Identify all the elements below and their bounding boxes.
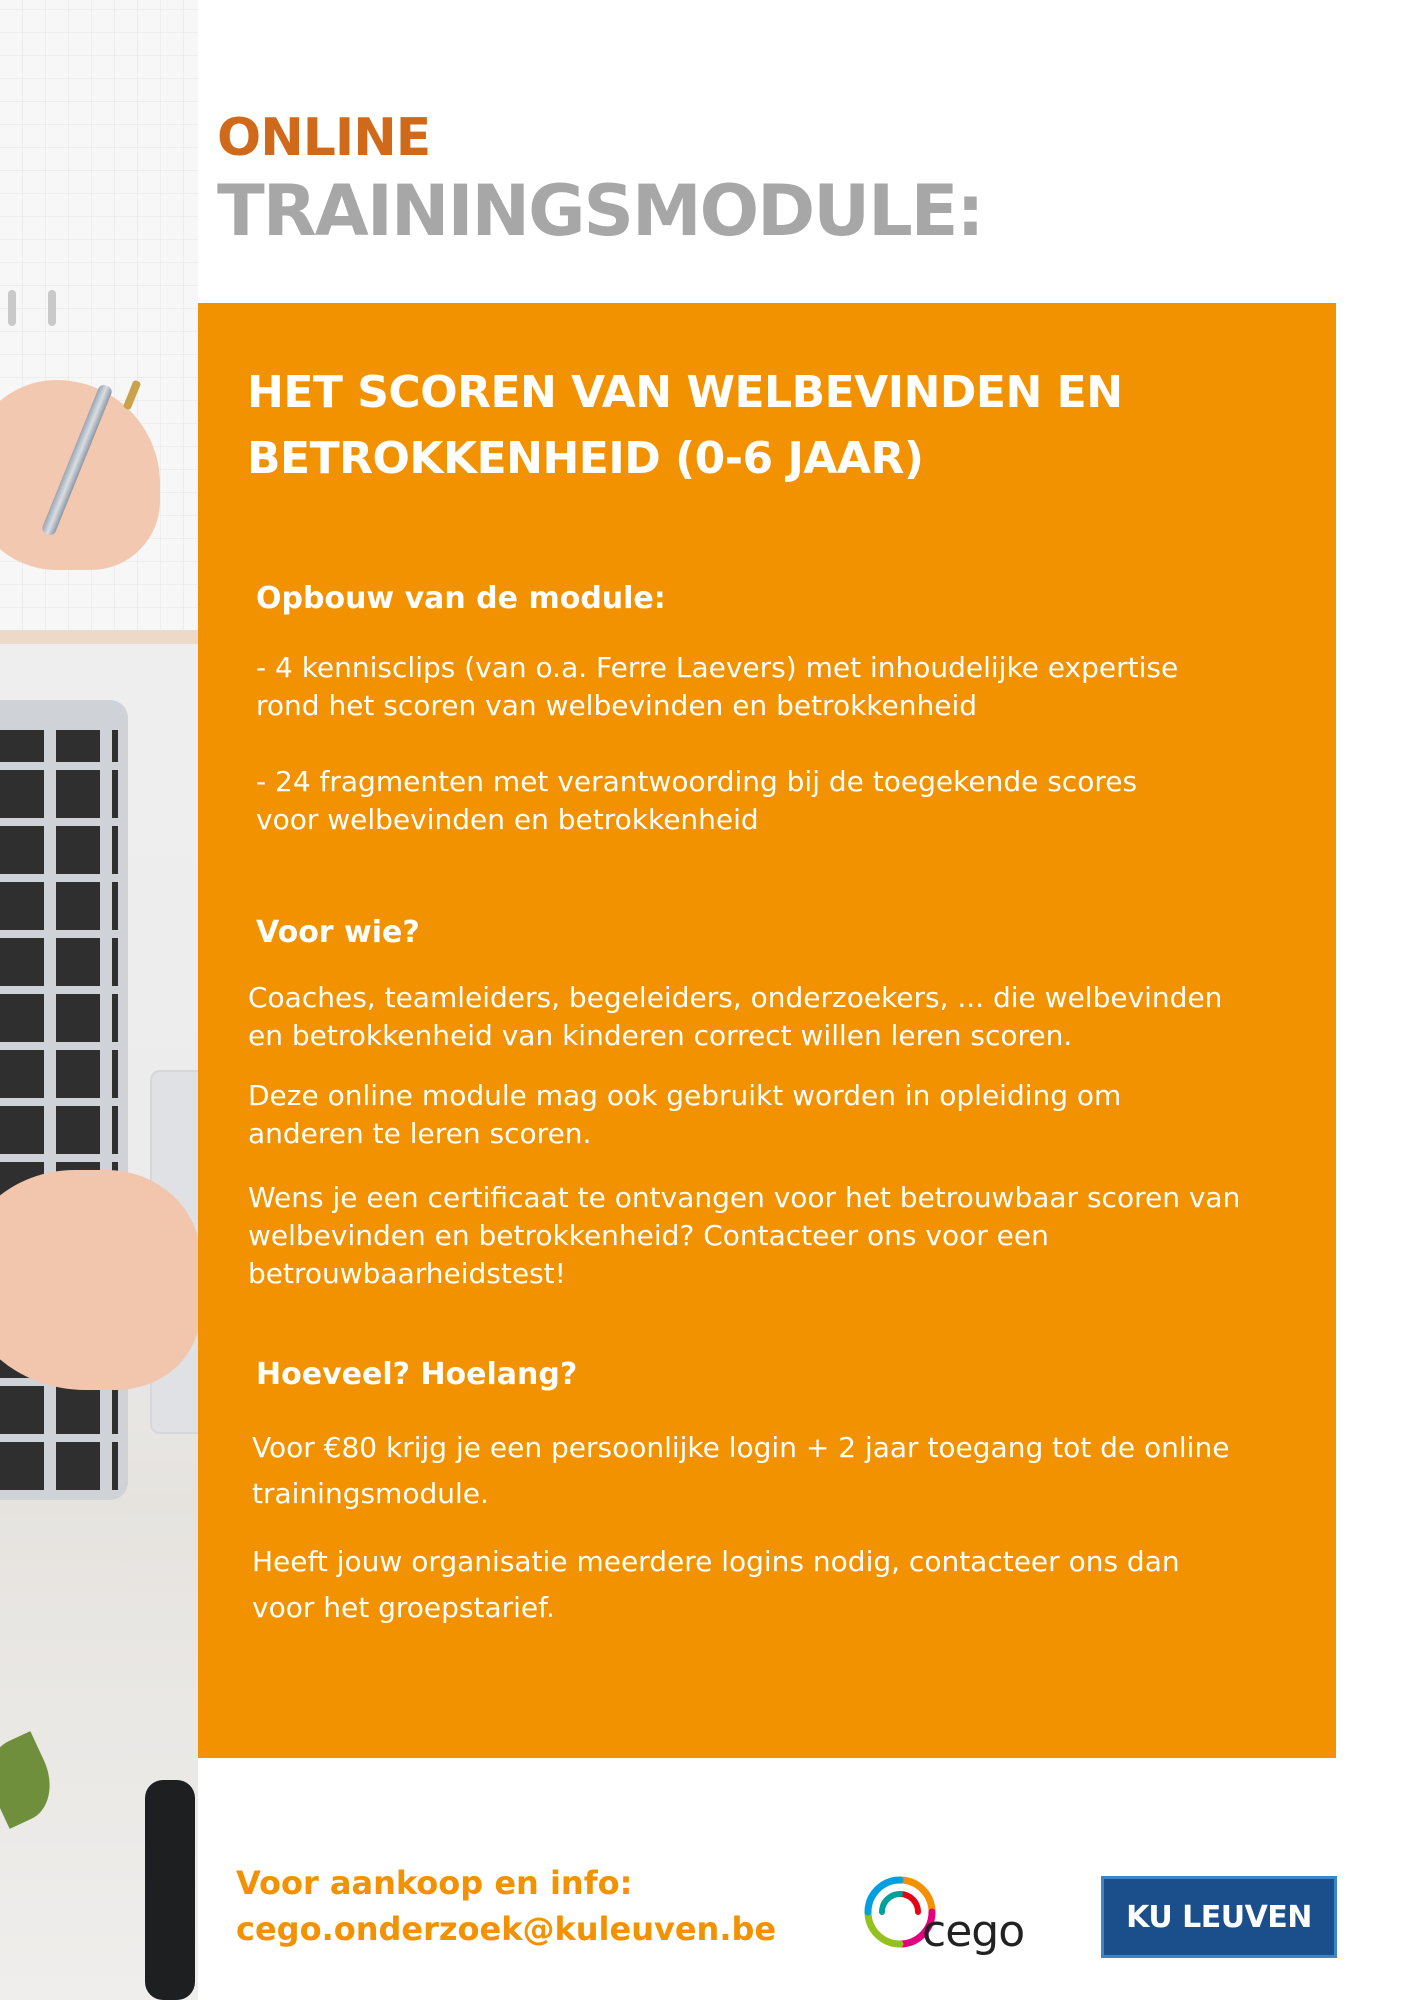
pricing-paragraph-2: Heeft jouw organisatie meerdere logins nodig, contacteer ons dan voor het groepstarief. [252,1545,1180,1624]
contact-email-link[interactable]: cego.onderzoek@kuleuven.be [236,1910,777,1948]
phone [145,1780,195,2000]
cego-logo [860,1872,1040,1962]
side-photo [0,0,198,2000]
ku-leuven-logo [1101,1876,1337,1958]
audience-paragraph-3: Wens je een certificaat te ontvangen voor het betrouwbaar scoren van welbevinden en betrokkenheid? Contacteer ons voor een betrouwbaarheidstest! [248,1181,1241,1290]
module-title: HET SCOREN VAN WELBEVINDEN EN BETROKKENHEID (0-6 JAAR) [247,367,1123,484]
audience-heading: Voor wie? [256,915,420,950]
plant-leaf [0,1731,64,1829]
binder-rings [8,290,68,330]
content-panel [198,303,1336,1758]
audience-paragraph-1: Coaches, teamleiders, begeleiders, onderzoekers, ... die welbevinden en betrokkenheid van kinderen correct willen leren scoren. [248,981,1223,1052]
structure-heading: Opbouw van de module: [256,581,666,616]
pricing-paragraph-1: Voor €80 krijg je een persoonlijke login + 2 jaar toegang tot de online trainingsmodule. [252,1431,1230,1510]
page-title: TRAININGSMODULE: [217,170,983,252]
pricing-heading: Hoeveel? Hoelang? [256,1357,578,1392]
ku-leuven-wordmark: KU LEUVEN [1126,1899,1312,1935]
structure-item-1: - 4 kennisclips (van o.a. Ferre Laevers) met inhoudelijke expertise rond het scoren van welbevinden en betrokkenheid [256,651,1179,722]
typing-hand [0,1170,198,1390]
audience-paragraph-2: Deze online module mag ook gebruikt worden in opleiding om anderen te leren scoren. [248,1079,1122,1150]
contact-label: Voor aankoop en info: [236,1864,633,1902]
kicker-online: ONLINE [217,108,431,168]
structure-item-2: - 24 fragmenten met verantwoording bij de toegekende scores voor welbevinden en betrokkenheid [256,765,1138,836]
contact-block [236,1860,776,1952]
cego-wordmark: cego [922,1906,1025,1957]
